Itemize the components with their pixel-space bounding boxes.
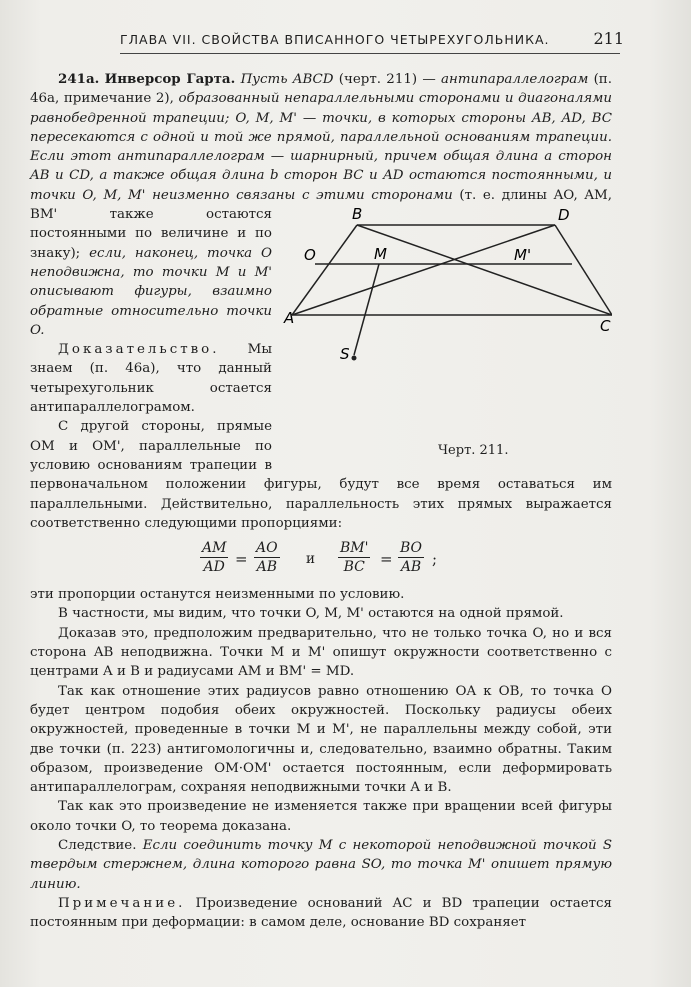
figure-211 bbox=[282, 207, 612, 471]
rod-ms bbox=[354, 264, 379, 355]
proof-paragraph-3: эти пропорции останутся неизменными по условию. bbox=[30, 587, 405, 603]
point-s bbox=[352, 356, 357, 361]
fraction-bo-ab: $\frac{BO}{AB}$ bbox=[400, 540, 423, 576]
proof-paragraph-4: В частности, мы видим, что точки O, M, M' остаются на одной прямой. bbox=[58, 606, 564, 622]
note-label: Примечание. bbox=[58, 895, 186, 911]
corollary-label: Следствие. bbox=[58, 837, 137, 853]
theorem-paragraph: 241а. Инверсор Гарта. Пусть ABCD (черт. 211) — антипараллелограм (п. 46а, примечание 2), образованный непараллельными сторонами и диагоналями равнобедренной трапеции; O, M, M' — точки, в которых стороны AB, AD, BC пересекаются с одной и той же прямой, параллельной основаниям трапеции. Если этот антипараллелограм — шарнирный, причем общая длина a сторон AB и CD, а также общая длина b сторон BC и AD остаются постоянными, и точки O, M, M' неизменно связаны с этими сторонами B D O M M' A C S Черт. 211. (т. е. длины AO, AM, BM' также остаются постоянными по величине и по знаку); если, наконец, точка O неподвижна, то точки M и M' описывают фигуры, взаимно обратные относительно точки O. bbox=[30, 70, 612, 340]
note-paragraph: Примечание. Произведение оснований AC и BD трапеции остается постоянным при деформации: в самом деле, основание BD сохраняет bbox=[30, 895, 612, 931]
label-s: S bbox=[340, 345, 350, 364]
proof-paragraph-2: С другой стороны, прямые OM и OM', параллельные по условию основаниям трапеции в первоначальном положении фигуры, будут все время оставаться им параллельными. Действительно, параллельность этих прямых выражается соответственно следующими пропорциями: bbox=[30, 419, 612, 531]
label-m-prime: M' bbox=[514, 246, 532, 265]
corollary-paragraph: Следствие. Если соединить точку M с некоторой неподвижной точкой S твердым стержнем, длина которого равна SO, то точка M' опишет прямую линию. bbox=[30, 837, 612, 892]
running-header bbox=[120, 29, 624, 54]
proportions-formula: $\frac{AM}{AD}$ = $\frac{AO}{AB}$ и $\frac{BM'}{BC}$ = $\frac{BO}{AB}$ ; bbox=[202, 540, 438, 576]
fraction-am-ad: $\frac{AM}{AD}$ bbox=[202, 540, 227, 576]
label-d: D bbox=[558, 207, 570, 225]
proof-paragraph-7: Так как это произведение не изменяется также при вращении всей фигуры около точки O, то теорема доказана. bbox=[30, 799, 612, 834]
header-title: ГЛАВА VII. СВОЙСТВА ВПИСАННОГО ЧЕТЫРЕХУГОЛЬНИКА. bbox=[120, 32, 550, 47]
diagonal-ad bbox=[292, 225, 555, 315]
proof-paragraph-5: Доказав это, предположим предварительно, что не только точка O, но и вся сторона AB неподвижна. Точки M и M' опишут окружности соответственно с центрами A и B и радиусами AM и BM' = MD. bbox=[30, 625, 612, 680]
label-a: A bbox=[284, 309, 295, 328]
section-title: Инверсор Гарта. bbox=[104, 71, 236, 87]
proof-paragraph-1: Доказательство. Мы знаем (п. 46а), что данный четырехугольник остается антипараллелограмом. bbox=[30, 342, 272, 416]
label-c: C bbox=[600, 317, 611, 336]
proof-paragraph-6: Так как отношение этих радиусов равно отношению OA к OB, то точка O будет центром подобия обеих окружностей. Поскольку радиусы обеих окружностей, проведенные в точки M и M', не параллельны между собой, эти две точки (п. 223) антигомологичны и, следовательно, взаимно обратны. Таким образом, произведение OM·OM' остается постоянным, если деформировать антипараллелограм, сохраняя неподвижными точки A и B. bbox=[30, 683, 612, 796]
fraction-bm-bc: $\frac{BM'}{BC}$ bbox=[340, 540, 369, 576]
diagonal-bc bbox=[357, 225, 612, 315]
label-b: B bbox=[352, 207, 363, 224]
proof-label: Доказательство. bbox=[58, 342, 220, 358]
inversor-diagram bbox=[282, 207, 612, 471]
page-number: 211 bbox=[593, 29, 624, 48]
label-o: O bbox=[304, 246, 316, 265]
side-ab bbox=[292, 225, 357, 315]
figure-caption: Черт. 211. bbox=[438, 443, 509, 459]
main-text bbox=[30, 70, 612, 932]
section-number: 241а. bbox=[58, 71, 100, 87]
label-m: M bbox=[374, 245, 387, 264]
side-cd bbox=[555, 225, 612, 315]
fraction-ao-ab: $\frac{AO}{AB}$ bbox=[256, 540, 278, 576]
